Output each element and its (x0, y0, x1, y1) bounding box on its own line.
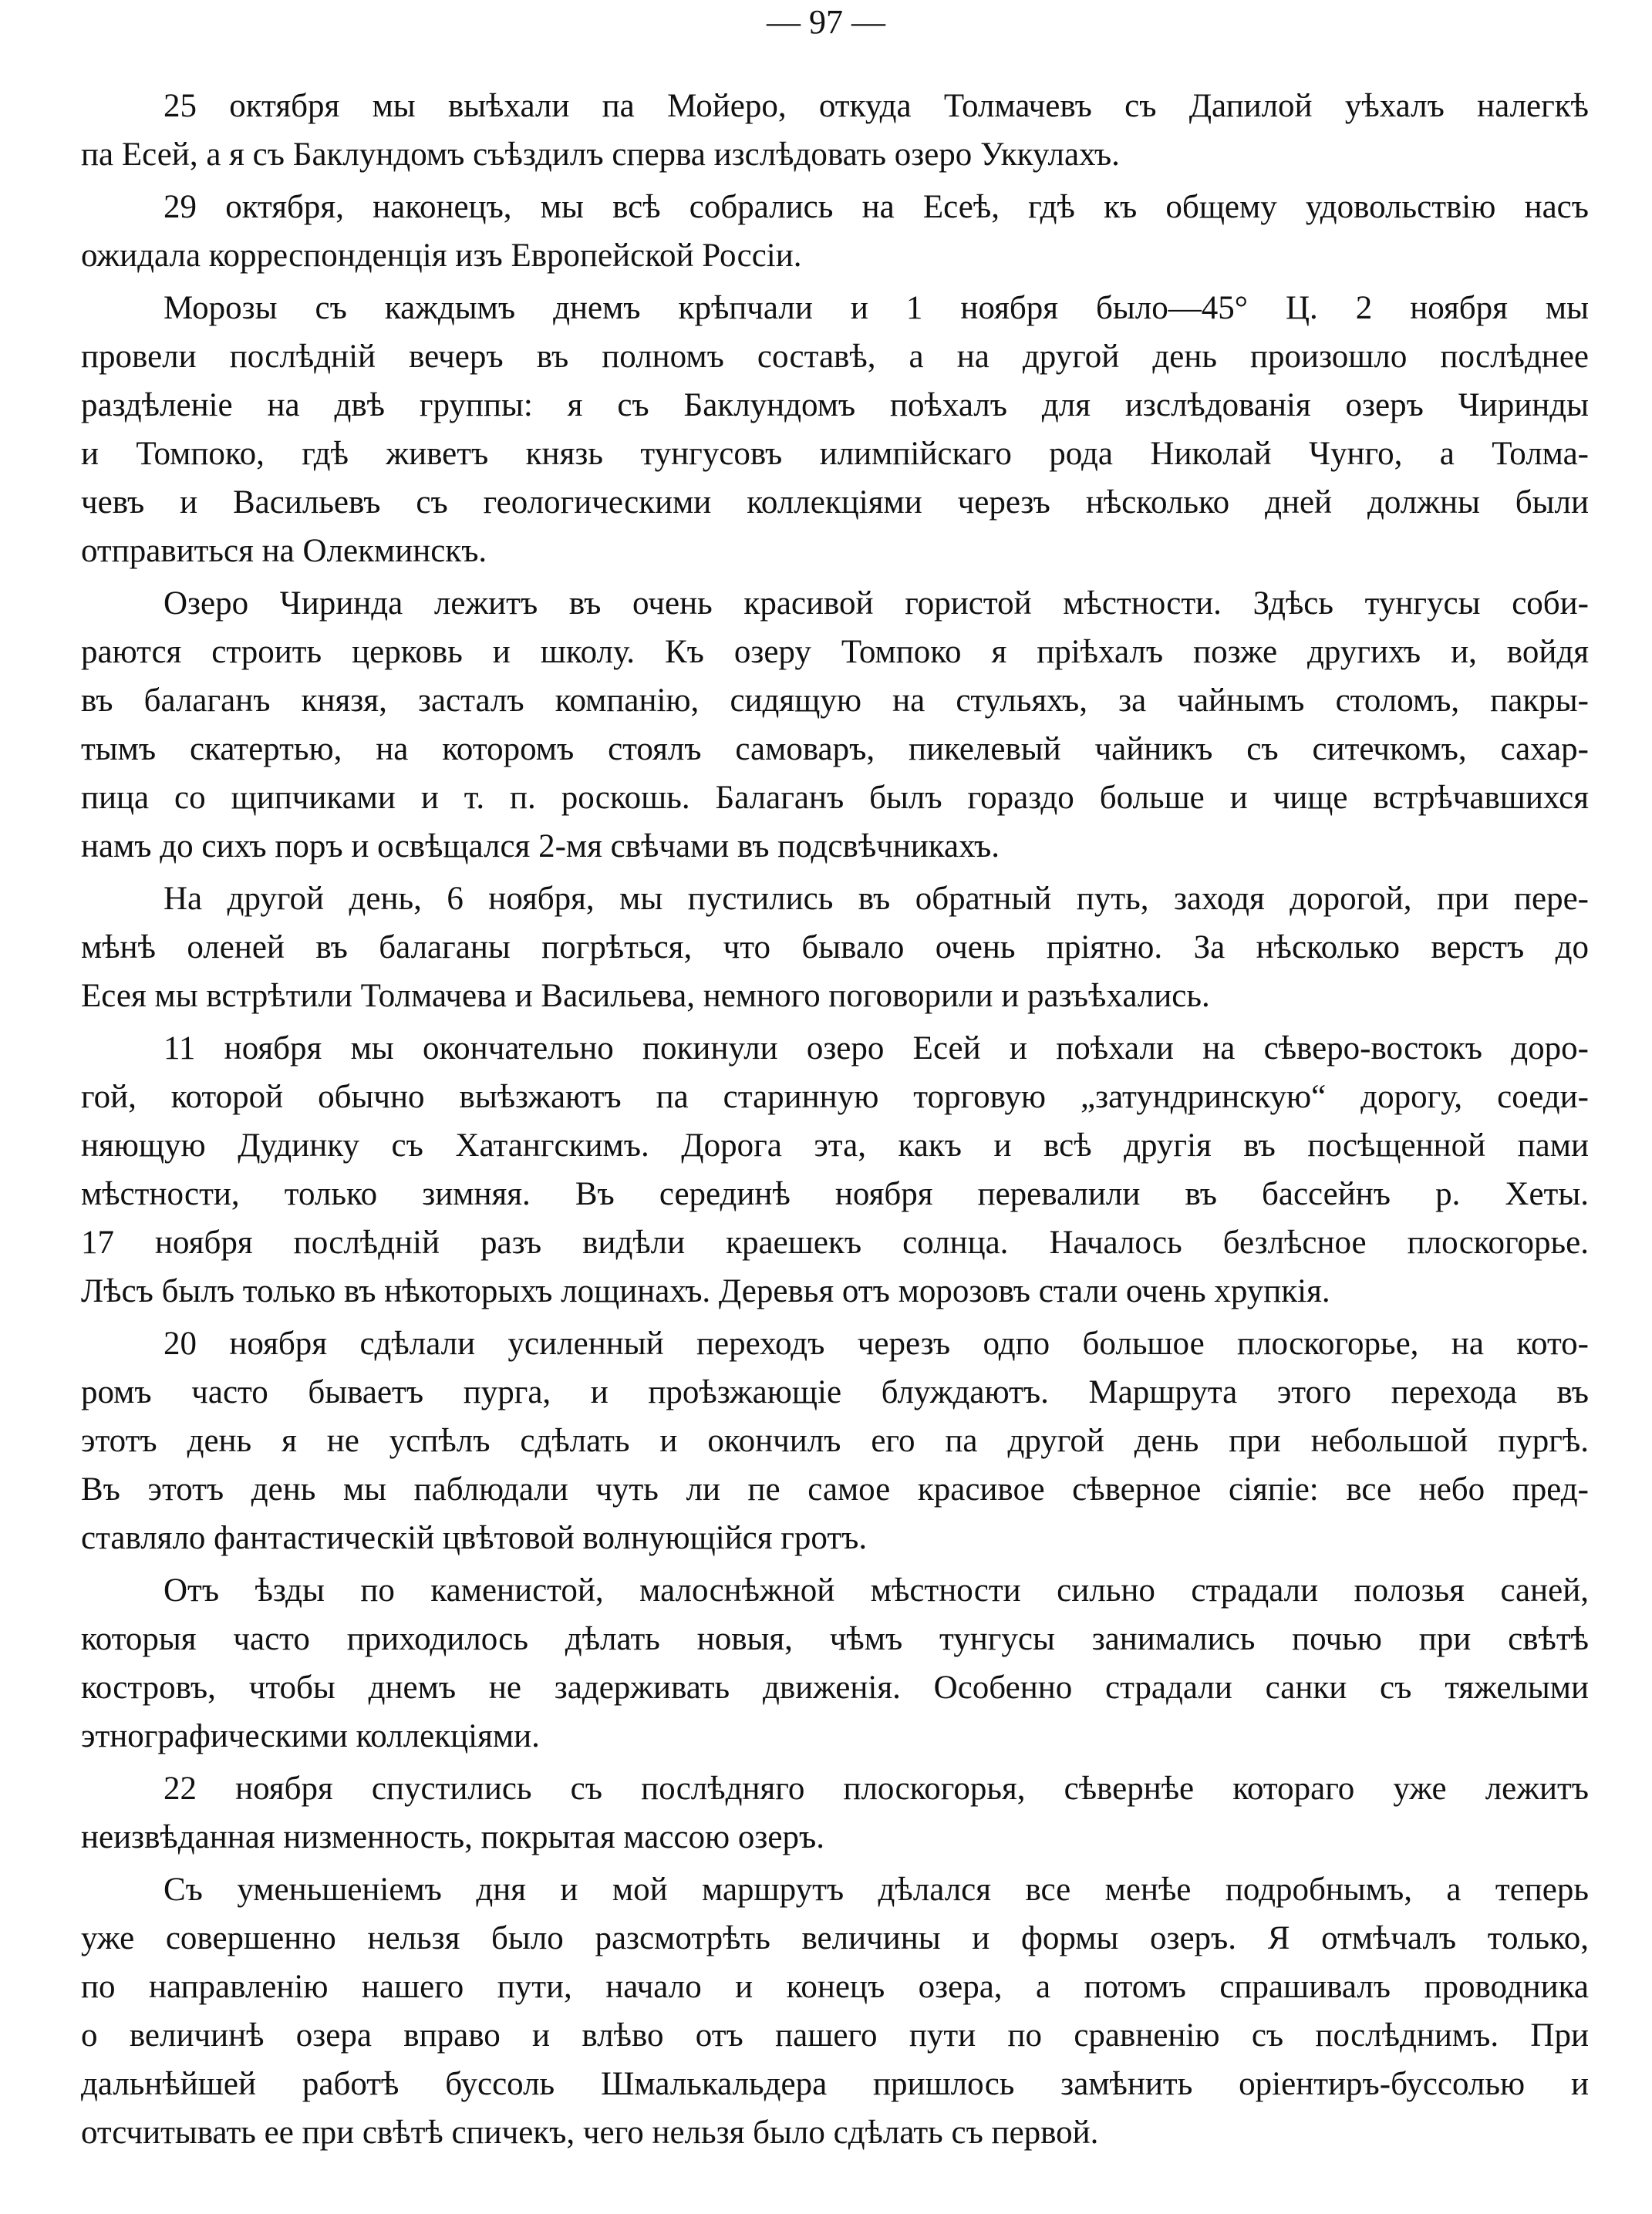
text-line: 22 ноября спустились съ послѣдняго плоскогорья, сѣвернѣе котораго уже лежитъ (164, 1771, 1589, 1807)
text-line: ставляло фантастическій цвѣтовой волнующійся гротъ. (81, 1520, 868, 1556)
text-line: мѣстности, только зимняя. Въ серединѣ ноября перевалили въ бассейнъ р. Хеты. (81, 1176, 1589, 1212)
text-line: ромъ часто бываетъ пурга, и проѣзжающіе блуждаютъ. Маршрута этого перехода въ (81, 1374, 1589, 1410)
text-line: Морозы съ каждымъ днемъ крѣпчали и 1 ноября было—45° Ц. 2 ноября мы (164, 290, 1589, 326)
text-line: уже совершенно нельзя было разсмотрѣть величины и формы озеръ. Я отмѣчалъ только, (81, 1920, 1589, 1956)
text-line: отправиться на Олекминскъ. (81, 533, 487, 569)
text-line: и Томпоко, гдѣ живетъ князь тунгусовъ илимпійскаго рода Николай Чунго, а Толма- (81, 436, 1589, 472)
paragraph (81, 82, 1589, 179)
text-line: этнографическими коллекціями. (81, 1718, 540, 1754)
text-line: раздѣленіе на двѣ группы: я съ Баклундомъ поѣхалъ для изслѣдованія озеръ Чиринды (81, 387, 1589, 423)
text-line: Съ уменьшеніемъ дня и мой маршрутъ дѣлался все менѣе подробнымъ, а теперь (164, 1872, 1589, 1908)
paragraph (81, 284, 1589, 575)
text-line: няющую Дудинку съ Хатангскимъ. Дорога эта, какъ и всѣ другія въ посѣщенной пами (81, 1127, 1589, 1164)
text-line: Въ этотъ день мы паблюдали чуть ли пе самое красивое сѣверное сіяпіе: все небо пред- (81, 1471, 1589, 1508)
text-line: отсчитывать ее при свѣтѣ спичекъ, чего нельзя было сдѣлать съ первой. (81, 2115, 1099, 2151)
text-line: гой, которой обычно выѣзжаютъ па старинную торговую „затундринскую“ дорогу, соеди- (81, 1079, 1589, 1115)
text-line: 25 октября мы выѣхали па Мойеро, откуда Толмачевъ съ Дапилой уѣхалъ налегкѣ (164, 88, 1589, 124)
text-line: дальнѣйшей работѣ буссоль Шмалькальдера пришлось замѣнить оріентиръ-буссолью и (81, 2066, 1589, 2102)
paragraph (81, 1566, 1589, 1761)
text-line: намъ до сихъ поръ и освѣщался 2-мя свѣчами въ подсвѣчникахъ. (81, 828, 1000, 864)
text-line: ожидала корреспонденція изъ Европейской Россіи. (81, 238, 802, 274)
paragraph (81, 1319, 1589, 1562)
text-line: Отъ ѣзды по каменистой, малоснѣжной мѣстности сильно страдали полозья саней, (164, 1572, 1589, 1609)
paragraph (81, 579, 1589, 871)
page-number: — 97 — (767, 3, 885, 41)
text-line: Есея мы встрѣтили Толмачева и Васильева, немного поговорили и разъѣхались. (81, 978, 1210, 1014)
text-line: чевъ и Васильевъ съ геологическими коллекціями черезъ нѣсколько дней должны были (81, 484, 1589, 521)
paragraph (81, 874, 1589, 1020)
text-line: 11 ноября мы окончательно покинули озеро Есей и поѣхали на сѣверо-востокъ доро- (164, 1030, 1589, 1067)
text-line: На другой день, 6 ноября, мы пустились въ обратный путь, заходя дорогой, при пере- (164, 881, 1589, 917)
text-line: по направленію нашего пути, начало и конецъ озера, а потомъ спрашивалъ проводника (81, 1969, 1589, 2005)
text-line: 20 ноября сдѣлали усиленный переходъ черезъ одпо большое плоскогорье, на кото- (164, 1326, 1589, 1362)
text-line: Озеро Чиринда лежитъ въ очень красивой гористой мѣстности. Здѣсь тунгусы соби- (164, 585, 1589, 622)
text-line: 29 октября, наконецъ, мы всѣ собрались на Есеѣ, гдѣ къ общему удовольствію насъ (164, 189, 1589, 225)
text-line: пица со щипчиками и т. п. роскошь. Балаганъ былъ гораздо больше и чище встрѣчавшихся (81, 780, 1589, 816)
text-line: тымъ скатертью, на которомъ стоялъ самоваръ, пикелевый чайникъ съ ситечкомъ, сахар- (81, 731, 1589, 767)
body-text (81, 82, 1589, 2161)
text-line: этотъ день я не успѣлъ сдѣлать и окончилъ его па другой день при небольшой пургѣ. (81, 1423, 1589, 1459)
text-line: раются строить церковь и школу. Къ озеру Томпоко я пріѣхалъ позже другихъ и, войдя (81, 634, 1589, 670)
text-line: па Есей, а я съ Баклундомъ съѣздилъ сперва изслѣдовать озеро Уккулахъ. (81, 136, 1120, 173)
text-line: мѣнѣ оленей въ балаганы погрѣться, что бывало очень пріятно. За нѣсколько верстъ до (81, 929, 1589, 965)
text-line: неизвѣданная низменность, покрытая массою озеръ. (81, 1819, 824, 1855)
paragraph (81, 1764, 1589, 1862)
text-line: въ балаганъ князя, засталъ компанію, сидящую на стульяхъ, за чайнымъ столомъ, пакры- (81, 682, 1589, 719)
text-line: Лѣсъ былъ только въ нѣкоторыхъ лощинахъ. Деревья отъ морозовъ стали очень хрупкія. (81, 1273, 1330, 1309)
text-line: провели послѣдній вечеръ въ полномъ составѣ, а на другой день произошло послѣднее (81, 339, 1589, 375)
text-line: о величинѣ озера вправо и влѣво отъ пашего пути по сравненію съ послѣднимъ. При (81, 2017, 1589, 2054)
text-line: 17 ноября послѣдній разъ видѣли краешекъ солнца. Началось безлѣсное плоскогорье. (81, 1225, 1589, 1261)
paragraph (81, 1865, 1589, 2157)
paragraph (81, 1024, 1589, 1316)
paragraph (81, 183, 1589, 280)
text-line: костровъ, чтобы днемъ не задерживать движенія. Особенно страдали санки съ тяжелыми (81, 1670, 1589, 1706)
text-line: которыя часто приходилось дѣлать новыя, чѣмъ тунгусы занимались почью при свѣтѣ (81, 1621, 1589, 1657)
